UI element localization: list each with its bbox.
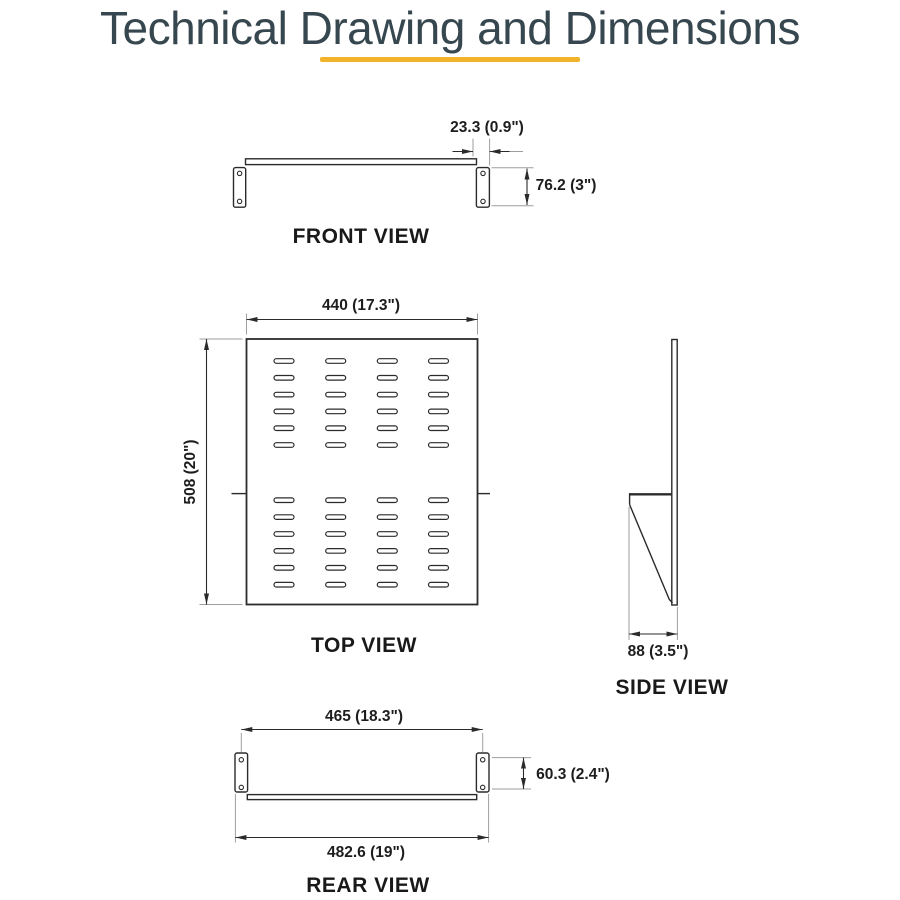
page-title: Technical Drawing and Dimensions	[100, 2, 800, 54]
side-bracket-depth-dim: 88 (3.5")	[627, 643, 689, 660]
slot	[274, 376, 294, 381]
top-shelf-width-dim: 440 (17.3")	[321, 297, 401, 314]
slot	[429, 549, 449, 554]
slot	[429, 409, 449, 414]
slot	[377, 392, 397, 397]
slot	[429, 359, 449, 364]
slot	[274, 359, 294, 364]
side-view-drawing	[629, 340, 677, 641]
rear-view-label: REAR VIEW	[306, 874, 430, 897]
slot	[429, 582, 449, 587]
slot	[326, 443, 346, 448]
slot	[429, 566, 449, 571]
top-view-drawing	[200, 314, 491, 605]
slot	[429, 532, 449, 537]
slot	[326, 359, 346, 364]
slot	[326, 532, 346, 537]
slot	[377, 582, 397, 587]
slot	[274, 582, 294, 587]
top-shelf-depth-dim: 508 (20")	[182, 439, 199, 505]
slot	[274, 532, 294, 537]
slot	[429, 376, 449, 381]
rear-view-drawing	[235, 730, 531, 843]
slot	[326, 549, 346, 554]
front-flange-depth-dim: 23.3 (0.9")	[450, 119, 524, 136]
rear-flange-height-dim: 60.3 (2.4")	[536, 766, 610, 783]
front-view-label: FRONT VIEW	[292, 225, 430, 248]
slot	[326, 392, 346, 397]
slot	[274, 409, 294, 414]
slot	[429, 426, 449, 431]
slot	[377, 532, 397, 537]
slot	[377, 443, 397, 448]
slot	[377, 359, 397, 364]
slot	[326, 582, 346, 587]
slot	[274, 549, 294, 554]
slot	[274, 566, 294, 571]
slot	[429, 392, 449, 397]
slot	[326, 376, 346, 381]
slot	[274, 426, 294, 431]
slot	[377, 426, 397, 431]
slot	[326, 566, 346, 571]
slot	[326, 515, 346, 520]
slot	[429, 443, 449, 448]
slot	[274, 443, 294, 448]
rear-overall-width-dim: 482.6 (19")	[326, 844, 406, 861]
slot	[274, 515, 294, 520]
side-view-label: SIDE VIEW	[615, 676, 729, 699]
slot	[377, 376, 397, 381]
slot	[377, 498, 397, 503]
slot	[429, 498, 449, 503]
slot	[377, 566, 397, 571]
slot	[429, 515, 449, 520]
front-bracket-height-dim: 76.2 (3")	[535, 177, 597, 194]
front-view-drawing	[234, 139, 534, 208]
slot	[274, 498, 294, 503]
slot	[377, 515, 397, 520]
rear-hole-spacing-dim: 465 (18.3")	[324, 708, 404, 725]
slot	[274, 392, 294, 397]
slot	[377, 549, 397, 554]
side-gusset-diagonal	[630, 505, 673, 603]
slot	[377, 409, 397, 414]
slot	[326, 426, 346, 431]
slot	[326, 409, 346, 414]
slot	[326, 498, 346, 503]
top-view-label: TOP VIEW	[311, 634, 417, 657]
